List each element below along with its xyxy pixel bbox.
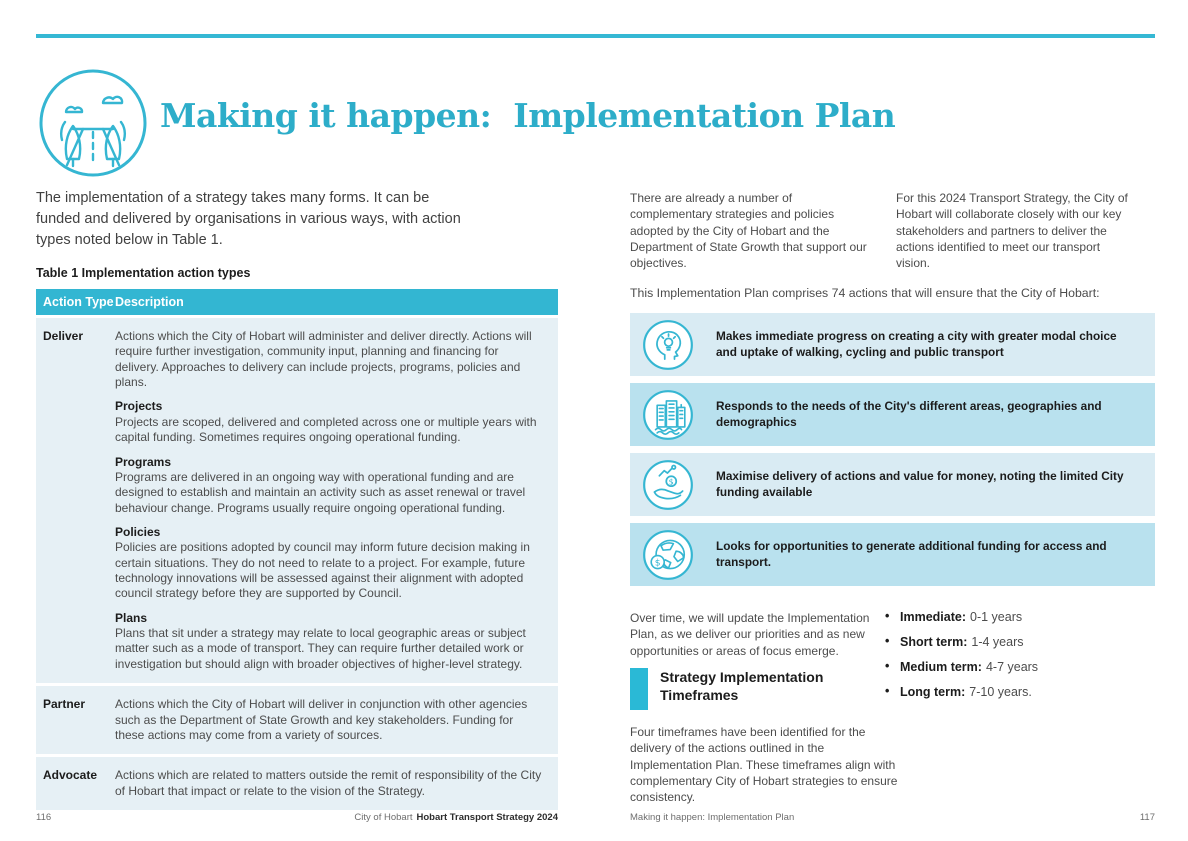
top-accent-rule xyxy=(36,34,1155,38)
doc-title-prefix: City of Hobart xyxy=(354,812,413,823)
doc-title-bold: Hobart Transport Strategy 2024 xyxy=(416,812,558,823)
timeframe-bullet-list xyxy=(885,610,1155,710)
bullet-label: Short term: xyxy=(900,635,968,649)
bullet-value: 0-1 years xyxy=(970,610,1023,624)
bullet-long-term xyxy=(885,685,1155,699)
subsection-text: Policies are positions adopted by council may inform future decision making in certain situations. They do not need to relate to a project. For example, future technology innovations will be assessed against their alignment with adopted council strategy before they are supported by Council. xyxy=(115,540,530,601)
city-buildings-icon xyxy=(642,389,694,441)
table-row-advocate xyxy=(36,757,558,810)
left-page-footer xyxy=(36,812,558,823)
benefit-box-areas xyxy=(630,383,1155,446)
road-trees-icon xyxy=(36,66,150,180)
implementation-action-table xyxy=(36,289,558,813)
idea-head-icon xyxy=(642,319,694,371)
document-title xyxy=(354,812,558,823)
svg-text:$: $ xyxy=(654,556,661,568)
action-type-cell: Partner xyxy=(43,697,86,712)
subsection-title: Plans xyxy=(115,610,148,625)
right-page-footer xyxy=(630,812,1155,823)
table-row-deliver xyxy=(36,318,558,683)
bullet-label: Immediate: xyxy=(900,610,966,624)
partner-text: Actions which the City of Hobart will deliver in conjunction with other agencies such as the Department of State Growth and key stakeholders. Funding for these actions may come from a variety of sources. xyxy=(115,697,528,742)
globe-dollar-icon xyxy=(642,529,694,581)
subsection-text: Projects are scoped, delivered and completed across one or multiple years with capital funding. Sometimes requires ongoing operational funding. xyxy=(115,414,537,445)
timeframes-body: Four timeframes have been identified for the delivery of the actions outlined in the Implementation Plan. These timeframes align with complementary City of Hobart strategies to ensure consistency. xyxy=(630,725,898,805)
table-header-row xyxy=(36,289,558,315)
benefit-boxes xyxy=(630,313,1155,593)
bullet-value: 7-10 years. xyxy=(969,685,1032,699)
bullet-label: Medium term: xyxy=(900,660,982,674)
bullet-immediate xyxy=(885,610,1155,624)
right-column-2: For this 2024 Transport Strategy, the City of Hobart will collaborate closely with our key stakeholders and partners to deliver the actions identified to meet our transport vision. xyxy=(896,191,1128,271)
description-cell xyxy=(115,768,558,799)
page-number-right: 117 xyxy=(1139,812,1155,823)
description-cell xyxy=(115,329,558,672)
subsection-text: Programs are delivered in an ongoing way with operational funding and are designed to establish and maintain an activity such as asset renewal or travel behaviour change. Programs usually require ongoing operational funding. xyxy=(115,469,526,515)
subsection-text: Plans that sit under a strategy may relate to local geographic areas or subject matter such as a mode of transport. They can require further detailed work or investigation but should align with broader objectives of higher-level strategy. xyxy=(115,626,526,671)
bullet-value: 4-7 years xyxy=(985,660,1039,674)
benefit-text: Responds to the needs of the City's different areas, geographies and demographics xyxy=(716,398,1102,429)
subsection-title: Programs xyxy=(115,454,172,469)
subsection-title: Policies xyxy=(115,524,161,539)
timeframes-heading xyxy=(630,668,840,710)
deliver-intro: Actions which the City of Hobart will administer and deliver directly. Actions will require further investigation, community input, planning and financing for delivery. Approaches to delivery can include projects, programs, policies and plans. xyxy=(115,329,532,390)
action-type-cell: Deliver xyxy=(43,329,84,343)
svg-text:$: $ xyxy=(668,475,674,486)
intro-paragraph: The implementation of a strategy takes many forms. It can be funded and delivered by organisations in various ways, with action types noted below in Table 1. xyxy=(36,190,461,249)
benefit-text: Maximise delivery of actions and value for money, noting the limited City funding available xyxy=(716,468,1124,499)
subsection-title: Projects xyxy=(115,399,163,414)
hand-coin-icon xyxy=(642,459,694,511)
benefit-text: Looks for opportunities to generate additional funding for access and transport. xyxy=(716,538,1107,569)
table-row-partner xyxy=(36,686,558,754)
benefit-box-value xyxy=(630,453,1155,516)
benefit-text: Makes immediate progress on creating a city with greater modal choice and uptake of walking, cycling and public transport xyxy=(716,328,1117,359)
section-title: Making it happen: Implementation Plan xyxy=(630,812,795,823)
description-cell xyxy=(115,697,558,743)
page-number-left: 116 xyxy=(36,812,52,823)
heading-accent-block xyxy=(630,668,648,710)
bullet-value: 1-4 years xyxy=(971,635,1024,649)
advocate-text: Actions which are related to matters outside the remit of responsibility of the City of Hobart that impact or relate to the vision of the Strategy. xyxy=(115,768,542,798)
column-header-description: Description xyxy=(115,295,184,309)
right-column-1: There are already a number of complementary strategies and policies adopted by the City of Hobart and the Department of State Growth that support our objectives. xyxy=(630,191,867,271)
bullet-label: Long term: xyxy=(900,685,966,699)
lead-sentence: This Implementation Plan comprises 74 actions that will ensure that the City of Hobart: xyxy=(630,286,1100,300)
benefit-box-modal-choice xyxy=(630,313,1155,376)
bullet-short-term xyxy=(885,635,1155,649)
page-title: Making it happen: Implementation Plan xyxy=(160,96,896,135)
timeframes-heading-text: Strategy Implementation Timeframes xyxy=(660,669,824,704)
update-note: Over time, we will update the Implementation Plan, as we deliver our priorities and as new opportunities or areas of focus emerge. xyxy=(630,611,870,658)
bullet-medium-term xyxy=(885,660,1155,674)
table-caption: Table 1 Implementation action types xyxy=(36,266,251,280)
action-type-cell: Advocate xyxy=(43,768,98,783)
column-header-action-type: Action Type xyxy=(43,295,114,309)
benefit-box-funding xyxy=(630,523,1155,586)
